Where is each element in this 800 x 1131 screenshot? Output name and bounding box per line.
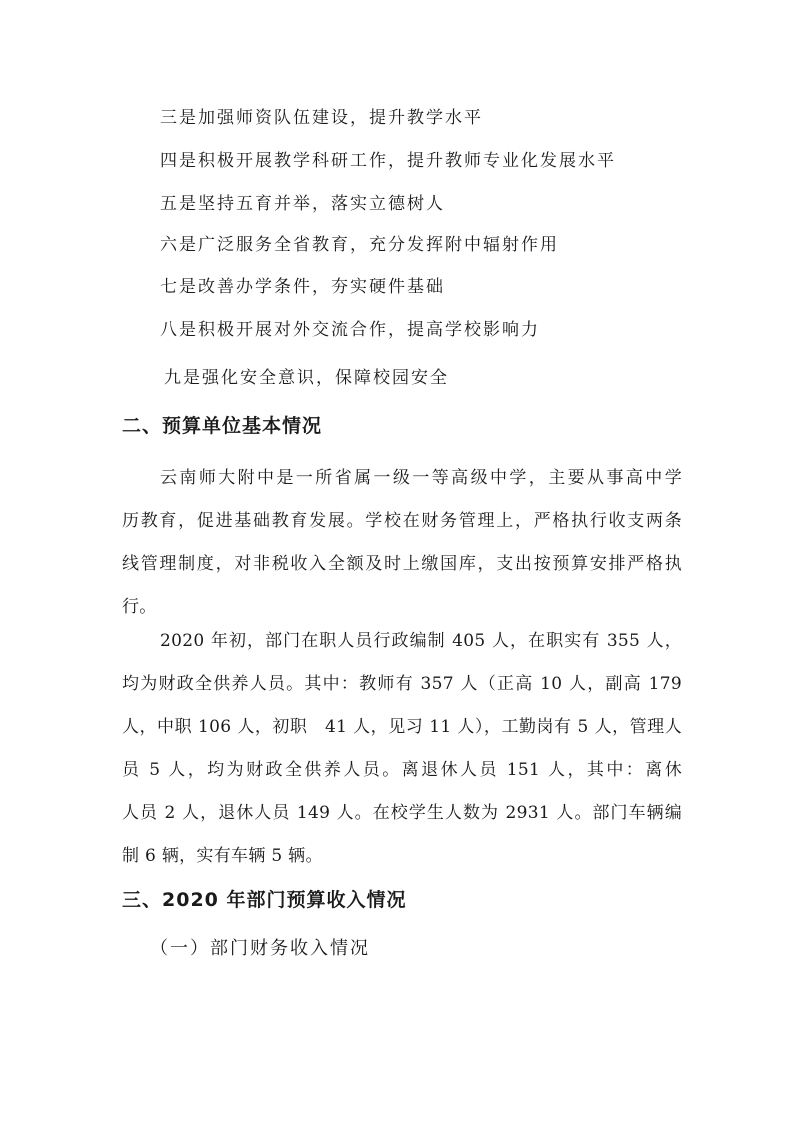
list-item-6: 六是广泛服务全省教育，充分发挥附中辐射作用 <box>160 235 559 255</box>
list-item-8: 八是积极开展对外交流合作，提高学校影响力 <box>160 320 540 340</box>
paragraph-line: 人员 2 人，退休人员 149 人。在校学生人数为 2931 人。部门车辆编 <box>122 803 682 823</box>
section-heading-basic-info: 二、预算单位基本情况 <box>122 415 323 437</box>
subsection-heading-financial-income: （一）部门财务收入情况 <box>150 938 370 959</box>
section-heading-budget-income: 三、2020 年部门预算收入情况 <box>122 889 407 911</box>
paragraph-line: 云南师大附中是一所省属一级一等高级中学，主要从事高中学 <box>160 468 682 488</box>
list-item-9: 九是强化安全意识，保障校园安全 <box>164 368 449 388</box>
paragraph-line: 人，中职 106 人，初职 41 人，见习 11 人），工勤岗有 5 人，管理人 <box>122 717 682 737</box>
list-item-5: 五是坚持五育并举，落实立德树人 <box>160 194 445 214</box>
paragraph-line: 线管理制度，对非税收入全额及时上缴国库，支出按预算安排严格执 <box>122 554 682 574</box>
paragraph-line: 行。 <box>122 597 157 617</box>
paragraph-line: 历教育，促进基础教育发展。学校在财务管理上，严格执行收支两条 <box>122 511 682 531</box>
paragraph-line: 2020 年初，部门在职人员行政编制 405 人，在职实有 355 人， <box>160 631 682 651</box>
list-item-7: 七是改善办学条件，夯实硬件基础 <box>160 277 445 297</box>
list-item-3: 三是加强师资队伍建设，提升教学水平 <box>160 108 483 128</box>
paragraph-line: 员 5 人，均为财政全供养人员。离退休人员 151 人，其中：离休 <box>122 760 682 780</box>
paragraph-school-intro <box>122 457 682 629</box>
paragraph-staff-info <box>122 620 682 878</box>
list-item-4: 四是积极开展教学科研工作，提升教师专业化发展水平 <box>160 151 616 171</box>
paragraph-line: 制 6 辆，实有车辆 5 辆。 <box>122 846 323 866</box>
paragraph-line: 均为财政全供养人员。其中：教师有 357 人（正高 10 人，副高 179 <box>122 674 682 694</box>
